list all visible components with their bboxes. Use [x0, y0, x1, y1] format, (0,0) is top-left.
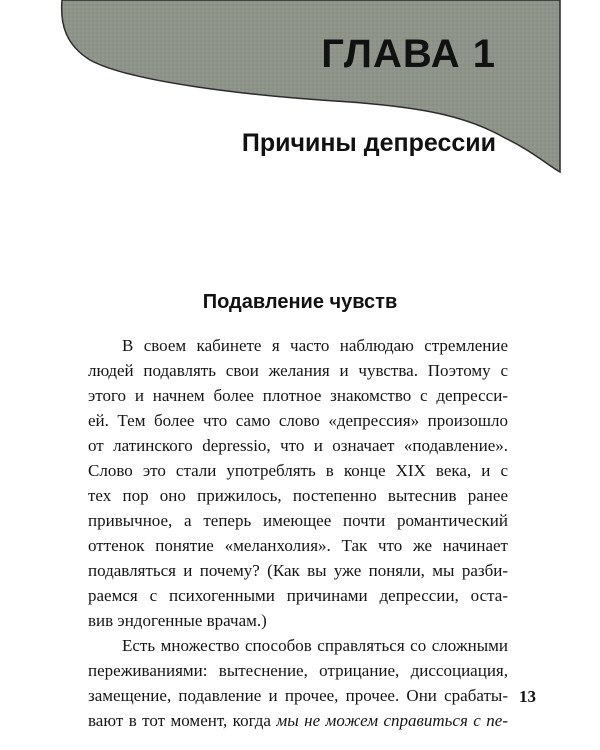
text-line: тех пор оно прижилось, постепенно вытеснив ранее — [88, 486, 508, 505]
section-heading: Подавление чувств — [202, 291, 398, 313]
chapter-title: Причины депрессии — [241, 129, 496, 157]
text-line: замещение, подавление и прочее, прочее. Они срабаты- — [88, 686, 508, 705]
text-line: людей подавлять свои желания и чувства. Поэтому с — [88, 361, 508, 380]
text-line: Слово это стали употреблять в конце XIX века, и с — [88, 461, 508, 480]
chapter-label: ГЛАВА 1 — [321, 32, 496, 76]
text-line: В своем кабинете я часто наблюдаю стремление — [122, 336, 508, 355]
text-line: вив эндогенные врачам.) — [88, 611, 267, 630]
text-run-plain: вают в тот момент, когда — [88, 711, 277, 730]
text-line: переживаниями: вытеснение, отрицание, диссоциация, — [88, 661, 508, 680]
paragraph-1 — [88, 333, 508, 633]
text-line-mixed — [88, 708, 508, 733]
text-line: привычное, а теперь имеющее почти романтический — [88, 511, 508, 530]
text-run-italic: мы не можем справиться с пе- — [276, 711, 508, 730]
text-line: оттенок понятие «меланхолия». Так что же начинает — [88, 536, 508, 555]
text-line: подавляться и почему? (Как вы уже поняли, мы разби- — [88, 561, 508, 580]
text-line: раемся с психогенными причинами депрессии, оста- — [88, 586, 508, 605]
text-line: этого и начнем более плотное знакомство с депресси- — [88, 386, 508, 405]
body-text — [88, 333, 508, 733]
text-line: ей. Тем более что само слово «депрессия» произошло — [88, 411, 508, 430]
text-line: Есть множество способов справляться со сложными — [122, 636, 508, 655]
text-line: от латинского depressio, что и означает «подавление». — [88, 436, 508, 455]
chapter-header-decoration — [0, 0, 600, 200]
paragraph-2 — [88, 633, 508, 733]
page-number: 13 — [519, 687, 536, 706]
